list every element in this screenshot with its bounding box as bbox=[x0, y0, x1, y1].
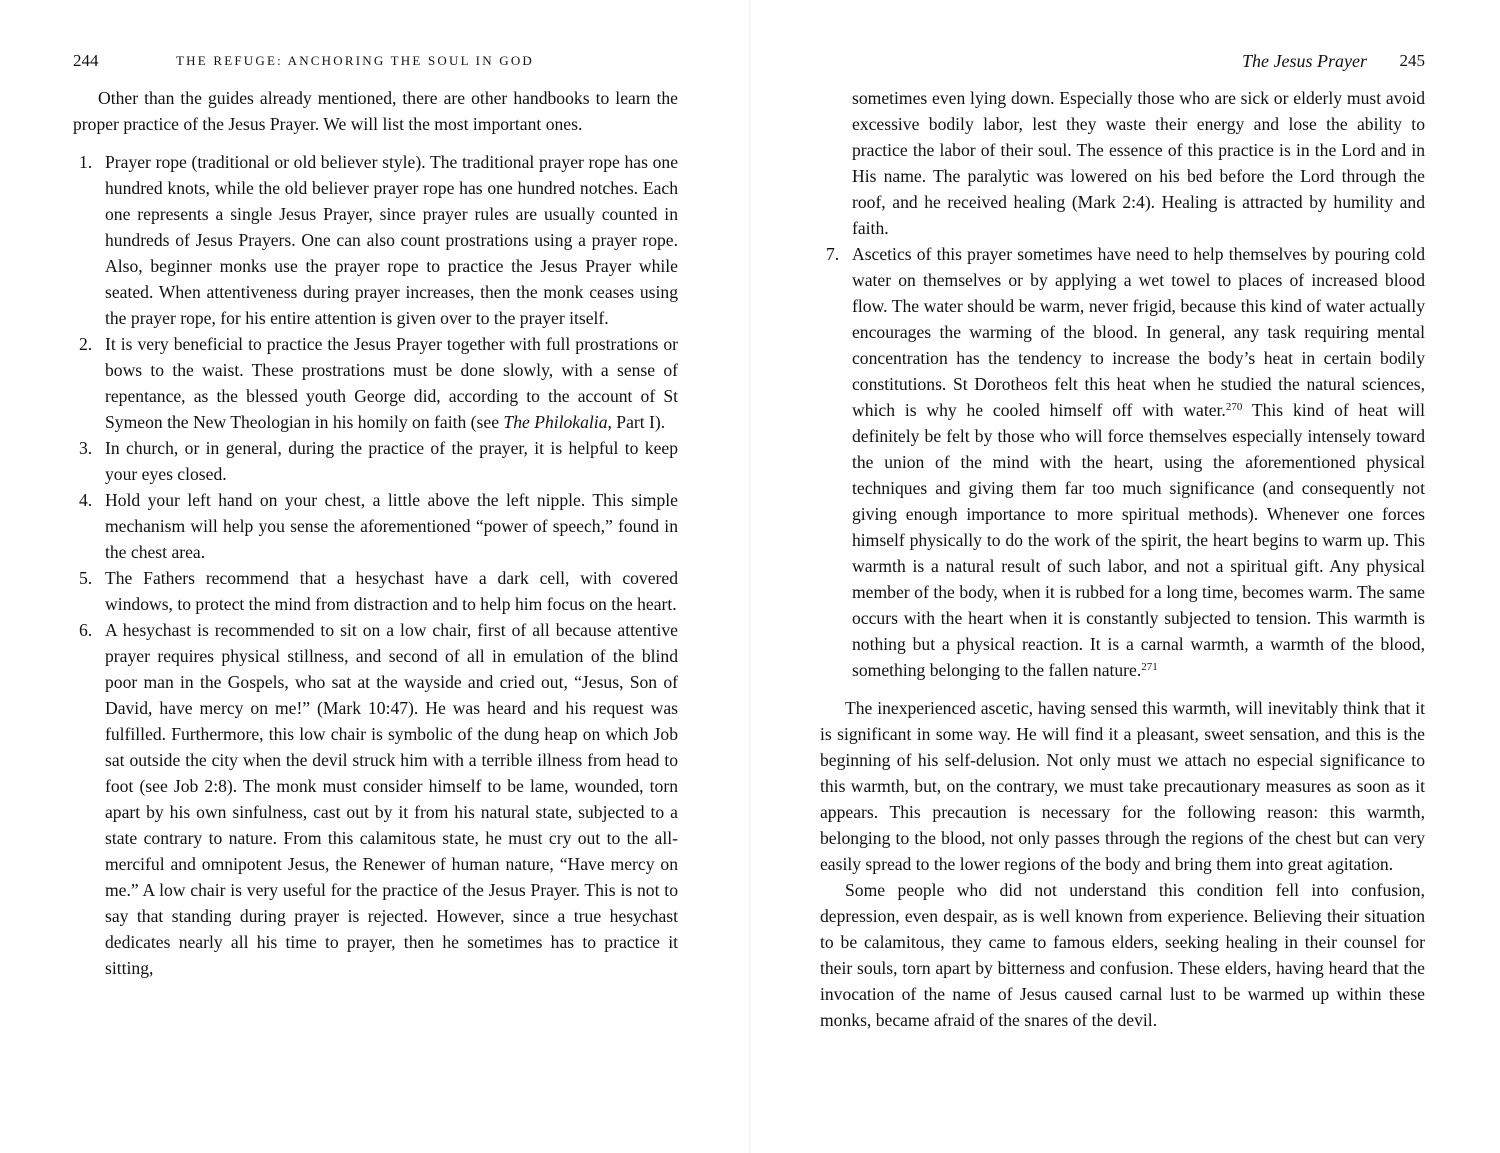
list-item-text: It is very beneficial to practice the Jesus Prayer together with full prostrations or bows to the waist. These prostrations must be done slowly, with a sense of repentance, as the blessed youth George did, according to the account of St Symeon the New Theologian in his homily on faith (see bbox=[105, 334, 678, 432]
list-item-4 bbox=[73, 487, 678, 565]
list-item-text: A hesychast is recommended to sit on a low chair, first of all because attentive prayer requires physical stillness, and second of all in emulation of the blind poor man in the Gospels, who sat at the wayside and cried out, “Jesus, Son of David, have mercy on me!” (Mark 10:47). He was heard and his request was fulfilled. Furthermore, this low chair is symbolic of the dung heap on which Job sat outside the city when the devil struck him with a terrible illness from head to foot (see Job 2:8). The monk must consider himself to be lame, wounded, torn apart by his own sinfulness, cast out by it from his natural state, subjected to a state contrary to nature. From this calamitous state, he must cry out to the all-merciful and omnipotent Jesus, the Renewer of human nature, “Have mercy on me.” A low chair is very useful for the practice of the Jesus Prayer. This is not to say that standing during prayer is rejected. However, since a true hesychast dedicates nearly all his time to prayer, then he sometimes has to practice it sitting, bbox=[105, 620, 678, 978]
list-item-7 bbox=[820, 241, 1425, 683]
list-item-text: Prayer rope (traditional or old believer style). The traditional prayer rope has one hundred knots, while the old believer prayer rope has one hundred notches. Each one represents a single Jesus Prayer, since prayer rules are usually counted in hundreds of Jesus Prayers. One can also count prostrations using a prayer rope. Also, beginner monks use the prayer rope to practice the Jesus Prayer while seated. When attentiveness during prayer increases, then the monk ceases using the prayer rope, for his entire attention is given over to the prayer itself. bbox=[105, 152, 678, 328]
list-item-number: 6. bbox=[79, 620, 93, 640]
practice-list-continued bbox=[820, 241, 1425, 683]
right-text-block bbox=[820, 85, 1425, 1033]
right-page-number: 245 bbox=[1399, 51, 1425, 70]
list-item-number: 2. bbox=[79, 334, 93, 354]
list-item-text: The Fathers recommend that a hesychast have a dark cell, with covered windows, to protect the mind from distraction and to help him focus on the heart. bbox=[105, 568, 678, 614]
book-title-header: THE REFUGE: ANCHORING THE SOUL IN GOD bbox=[176, 53, 535, 68]
list-item-text-end: , Part I). bbox=[607, 412, 666, 432]
list-item-3 bbox=[73, 435, 678, 487]
list-item-number: 7. bbox=[826, 244, 840, 264]
chapter-title-header: The Jesus Prayer bbox=[1242, 51, 1367, 71]
list-item-number: 5. bbox=[79, 568, 93, 588]
list-item-5 bbox=[73, 565, 678, 617]
practice-list bbox=[73, 149, 678, 981]
body-paragraph: The inexperienced ascetic, having sensed this warmth, will inevitably think that it is significant in some way. He will find it a pleasant, sweet sensation, and this is the beginning of his self-delusion. Not only must we attach no especial significance to this warmth, but, on the contrary, we must take precautionary measures as soon as it appears. This precaution is necessary for the following reason: this warmth, belonging to the blood, not only passes through the regions of the chest but can very easily spread to the lower regions of the body and bring them into great agitation. bbox=[820, 698, 1425, 874]
list-item-text: In church, or in general, during the practice of the prayer, it is helpful to keep your eyes closed. bbox=[105, 438, 678, 484]
footnote-marker: 271 bbox=[1141, 661, 1158, 673]
book-title-reference: The Philokalia bbox=[503, 412, 608, 432]
body-paragraph: Some people who did not understand this condition fell into confusion, depression, even despair, as is well known from experience. Believing their situation to be calamitous, they came to famous elders, seeking healing in their counsel for their souls, torn apart by bitterness and confusion. These elders, having heard that the invocation of the name of Jesus caused carnal lust to be warmed up within these monks, became afraid of the snares of the devil. bbox=[820, 880, 1425, 1030]
footnote-marker: 270 bbox=[1225, 401, 1243, 413]
left-page-number: 244 bbox=[73, 51, 99, 70]
left-running-head bbox=[73, 50, 678, 72]
list-item-text-continued: This kind of heat will definitely be felt by those who will force themselves especially intensely toward the union of the mind with the heart, using the aforementioned physical techniques and giving them far too much significance (and consequently not giving enough importance to more spiritual methods). Whenever one forces himself physically to do the work of the spirit, the heart begins to warm up. This warmth is a natural result of such labor, and not a spiritual gift. Any physical member of the body, when it is rubbed for a long time, becomes warm. The same occurs with the heart when it is constantly subjected to tension. This warmth is nothing but a physical reaction. It is a carnal warmth, a warmth of the blood, something belonging to the fallen nature. bbox=[852, 400, 1426, 680]
list-item-1 bbox=[73, 149, 678, 331]
right-page bbox=[750, 0, 1500, 1153]
list-item-6 bbox=[73, 617, 678, 981]
list-item-2 bbox=[73, 331, 678, 435]
list-item-text: Hold your left hand on your chest, a little above the left nipple. This simple mechanism will help you sense the aforementioned “power of speech,” found in the chest area. bbox=[105, 490, 678, 562]
list-item-text: Ascetics of this prayer sometimes have need to help themselves by pouring cold water on themselves or by applying a wet towel to places of increased blood flow. The water should be warm, never frigid, because this kind of water actually encourages the warming of the blood. In general, any task requiring mental concentration has the tendency to increase the body’s heat in certain bodily constitutions. St Dorotheos felt this heat when he studied the natural sciences, which is why he cooled himself off with water. bbox=[852, 244, 1425, 420]
list-item-number: 1. bbox=[79, 152, 93, 172]
list-item-number: 3. bbox=[79, 438, 93, 458]
right-running-head bbox=[820, 50, 1425, 72]
list-item-number: 4. bbox=[79, 490, 93, 510]
left-text-block bbox=[73, 85, 678, 981]
intro-paragraph: Other than the guides already mentioned, there are other handbooks to learn the proper practice of the Jesus Prayer. We will list the most important ones. bbox=[73, 88, 678, 134]
list-item-6-continued: sometimes even lying down. Especially those who are sick or elderly must avoid excessive bodily labor, lest they waste their energy and lose the ability to practice the labor of their soul. The essence of this practice is in the Lord and in His name. The paralytic was lowered on his bed before the Lord through the roof, and he received healing (Mark 2:4). Healing is attracted by humility and faith. bbox=[852, 88, 1425, 238]
